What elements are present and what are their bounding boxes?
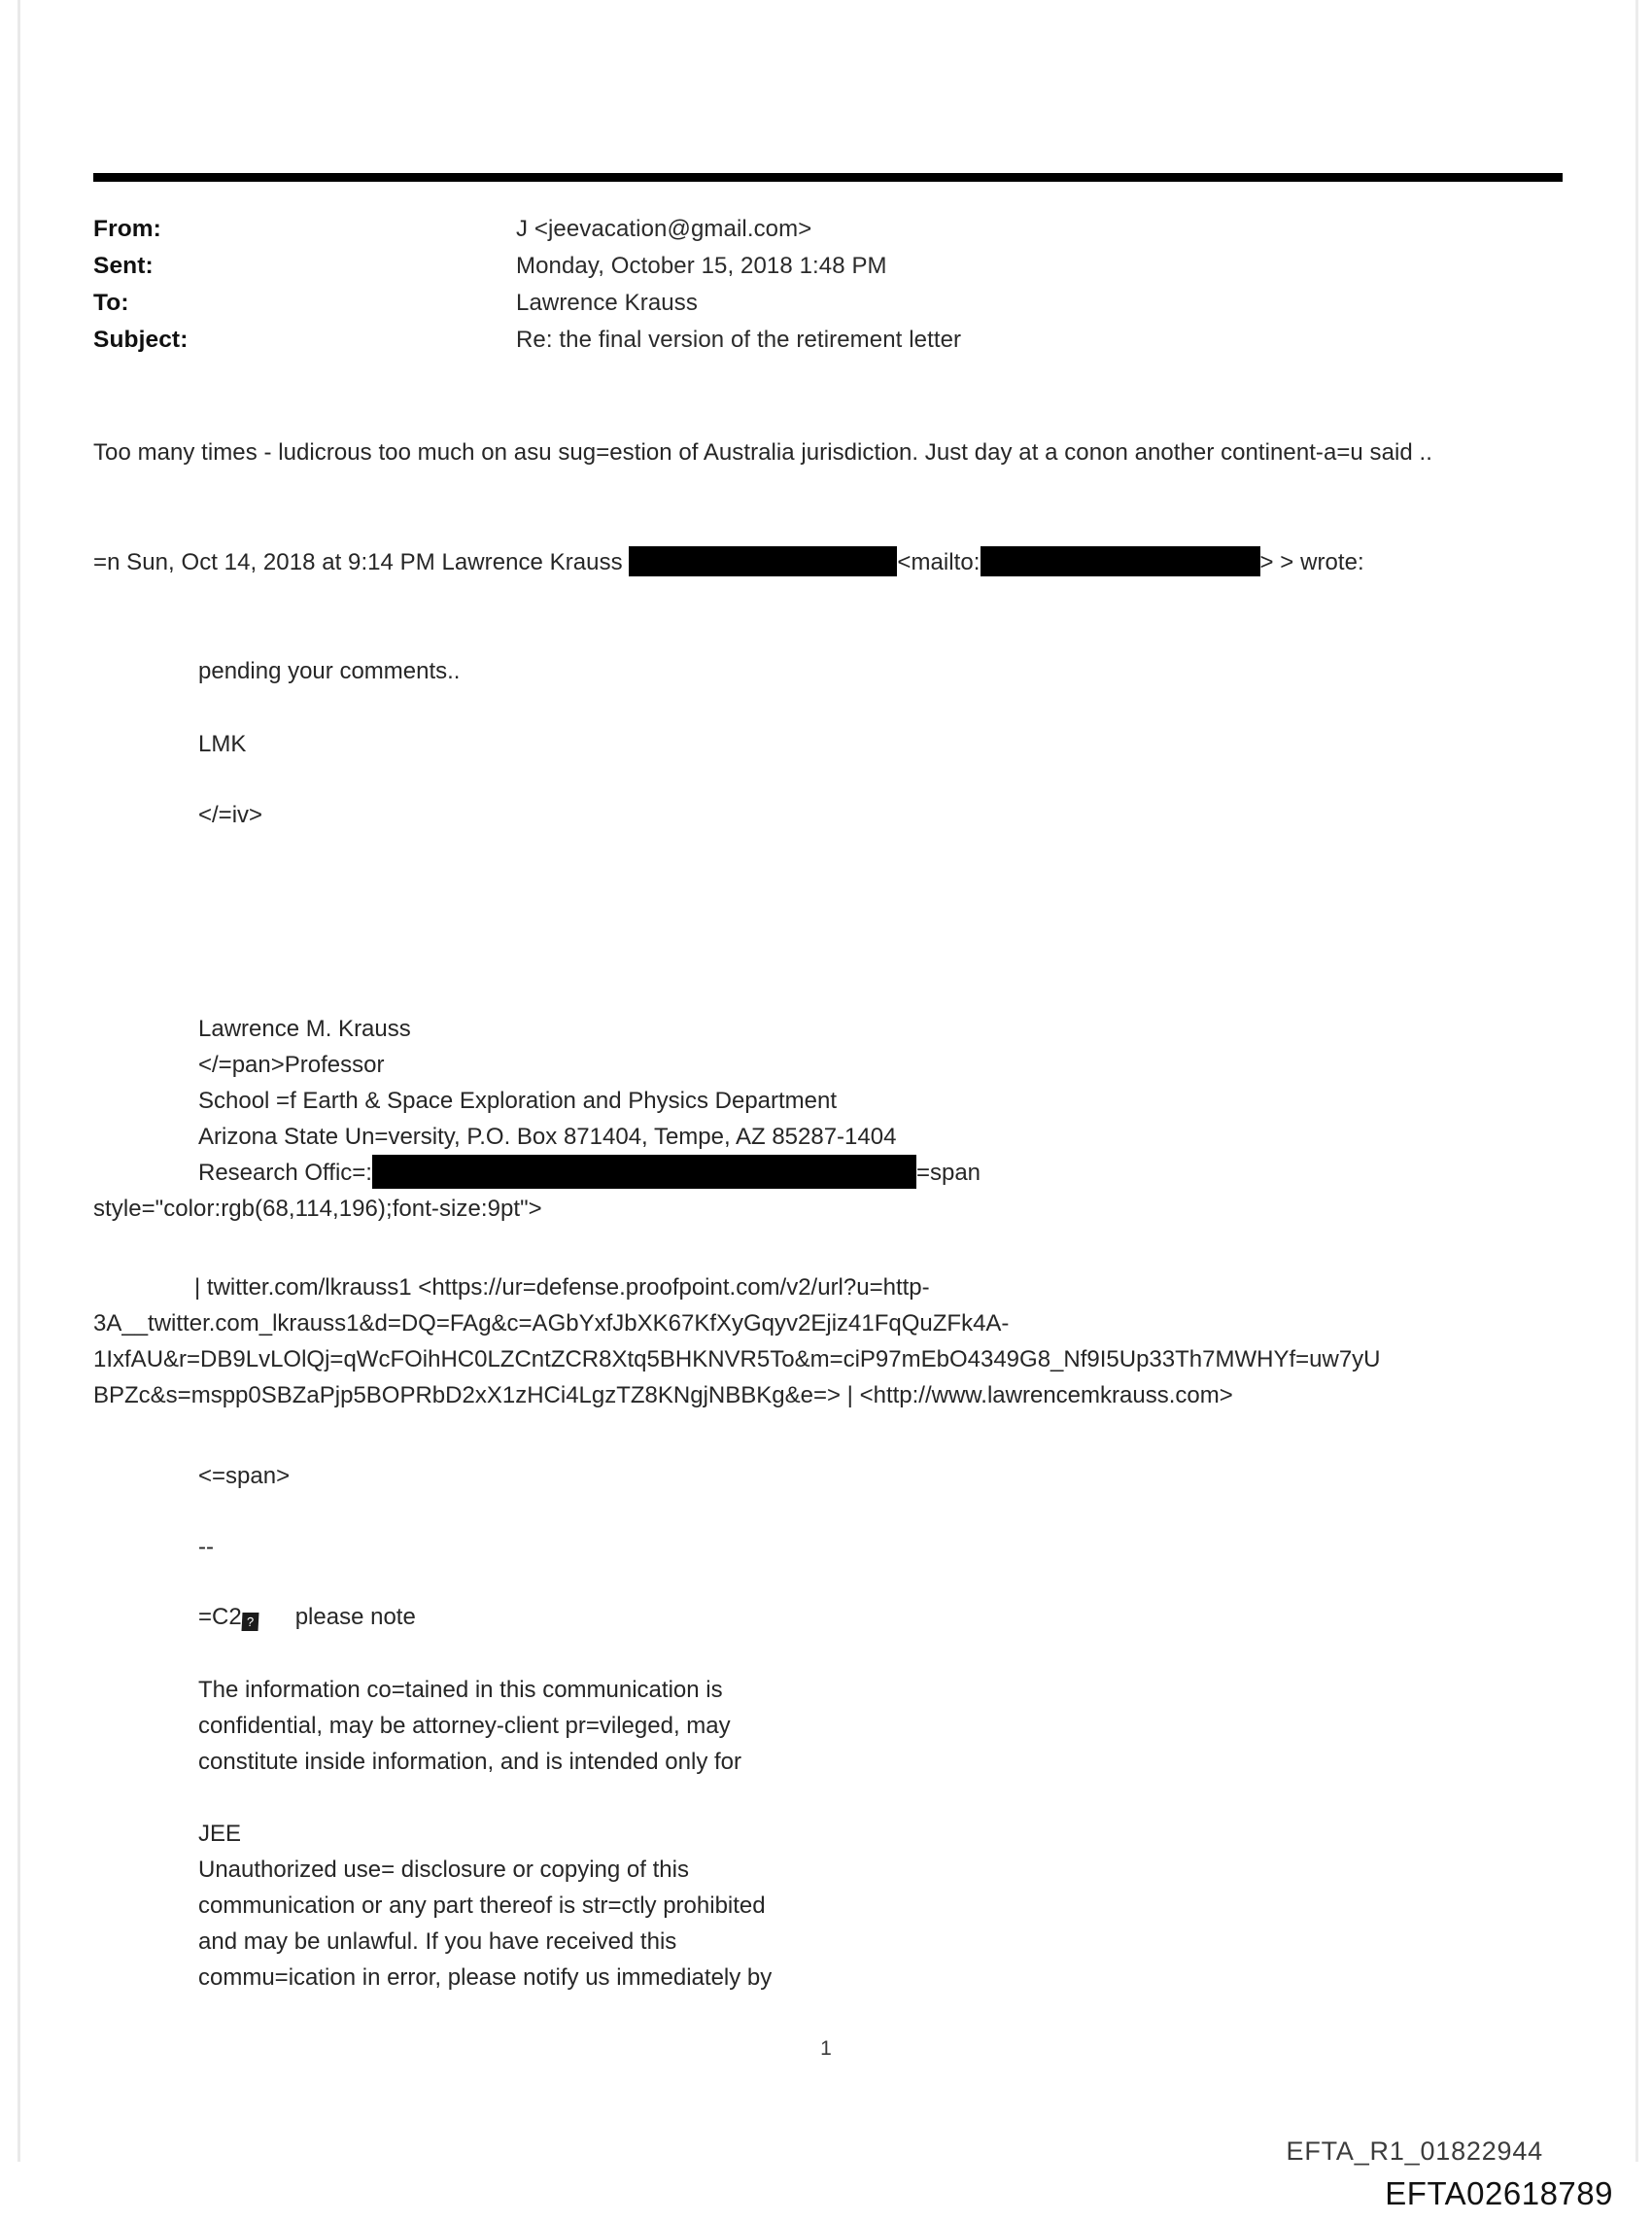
unauthorized-line-4: commu=ication in error, please notify us immediately by: [198, 1964, 773, 1991]
research-office-label: Research Offic=:: [198, 1160, 372, 1186]
header-row-from: [93, 216, 1454, 253]
header-value-subject: Re: the final version of the retirement letter: [516, 327, 962, 353]
header-label-sent: Sent:: [93, 253, 154, 279]
url-line-2: 3A__twitter.com_lkrauss1&d=DQ=FAg&c=AGbYxfJbXK67KfXyGqyv2Ejiz41FqQuZFk4A-: [93, 1310, 1010, 1337]
header-divider-rule: [93, 173, 1563, 182]
reply-paragraph: Too many times - ludicrous too much on asu sug=estion of Australia jurisdiction. Just day at a conon another continent-a=u said ..: [93, 439, 1432, 466]
replacement-character-glyph: ?: [241, 1613, 258, 1631]
jee-label: JEE: [198, 1821, 242, 1847]
unauthorized-line-2: communication or any part thereof is str=ctly prohibited: [198, 1892, 766, 1919]
bates-number-bottom: EFTA02618789: [1385, 2175, 1613, 2211]
email-header-table: [93, 216, 1454, 364]
please-note-prefix: =C2: [198, 1604, 242, 1630]
quote-attribution-suffix: > > wrote:: [1259, 549, 1364, 575]
signature-research-office-line: [198, 1155, 1559, 1191]
quoted-line-lmk: LMK: [198, 731, 247, 757]
dashes-separator: --: [198, 1534, 214, 1560]
signature-name: Lawrence M. Krauss: [198, 1016, 411, 1042]
redaction-bar-email-1: [629, 546, 897, 576]
quoted-line-div-close: </=iv>: [198, 802, 263, 828]
quoted-line-pending: pending your comments..: [198, 658, 461, 684]
quote-attribution-prefix: =n Sun, Oct 14, 2018 at 9:14 PM Lawrence Krauss: [93, 549, 630, 575]
header-label-subject: Subject:: [93, 327, 189, 353]
redaction-bar-phone: [372, 1155, 916, 1189]
span-style-line: style="color:rgb(68,114,196);font-size:9pt">: [93, 1196, 542, 1222]
header-value-from: J <jeevacation@gmail.com>: [516, 216, 812, 242]
header-value-sent: Monday, October 15, 2018 1:48 PM: [516, 253, 887, 279]
page-number: 1: [820, 2037, 832, 2060]
sheet-edge-left: [17, 0, 20, 2162]
header-label-to: To:: [93, 290, 129, 316]
disclaimer-line-2: confidential, may be attorney-client pr=vileged, may: [198, 1713, 731, 1739]
signature-title: </=pan>Professor: [198, 1052, 385, 1078]
header-row-subject: [93, 327, 1454, 364]
header-value-to: Lawrence Krauss: [516, 290, 698, 316]
disclaimer-line-3: constitute inside information, and is intended only for: [198, 1749, 741, 1775]
quote-attribution-mailto: <mailto:: [897, 549, 981, 575]
signature-address: Arizona State Un=versity, P.O. Box 871404, Tempe, AZ 85287-1404: [198, 1124, 897, 1150]
url-line-1: | twitter.com/lkrauss1 <https://ur=defense.proofpoint.com/v2/url?u=http-: [194, 1274, 930, 1301]
disclaimer-line-1: The information co=tained in this communication is: [198, 1677, 723, 1703]
header-label-from: From:: [93, 216, 161, 242]
please-note-line: [198, 1599, 1559, 1635]
header-row-sent: [93, 253, 1454, 290]
bates-number-top: EFTA_R1_01822944: [1286, 2136, 1543, 2166]
quote-attribution-line: [93, 544, 1570, 580]
unauthorized-line-3: and may be unlawful. If you have received this: [198, 1928, 677, 1955]
url-line-4: BPZc&s=mspp0SBZaPjp5BOPRbD2xX1zHCi4LgzTZ8KNgjNBBKg&e=> | <http://www.lawrencemkrauss.com>: [93, 1382, 1233, 1408]
redaction-bar-email-2: [981, 546, 1260, 576]
span-close-line: <=span>: [198, 1463, 291, 1489]
signature-school: School =f Earth & Space Exploration and Physics Department: [198, 1088, 838, 1114]
please-note-suffix: please note: [294, 1604, 416, 1630]
span-tail-text: =span: [915, 1160, 981, 1186]
sheet-edge-right: [1635, 0, 1638, 2162]
header-row-to: [93, 290, 1454, 327]
unauthorized-line-1: Unauthorized use= disclosure or copying of this: [198, 1857, 689, 1883]
url-line-3: 1IxfAU&r=DB9LvLOlQj=qWcFOihHC0LZCntZCR8Xtq5BHKNVR5To&m=ciP97mEbO4349G8_Nf9I5Up33Th7MWHYf=uw7yU: [93, 1346, 1381, 1372]
